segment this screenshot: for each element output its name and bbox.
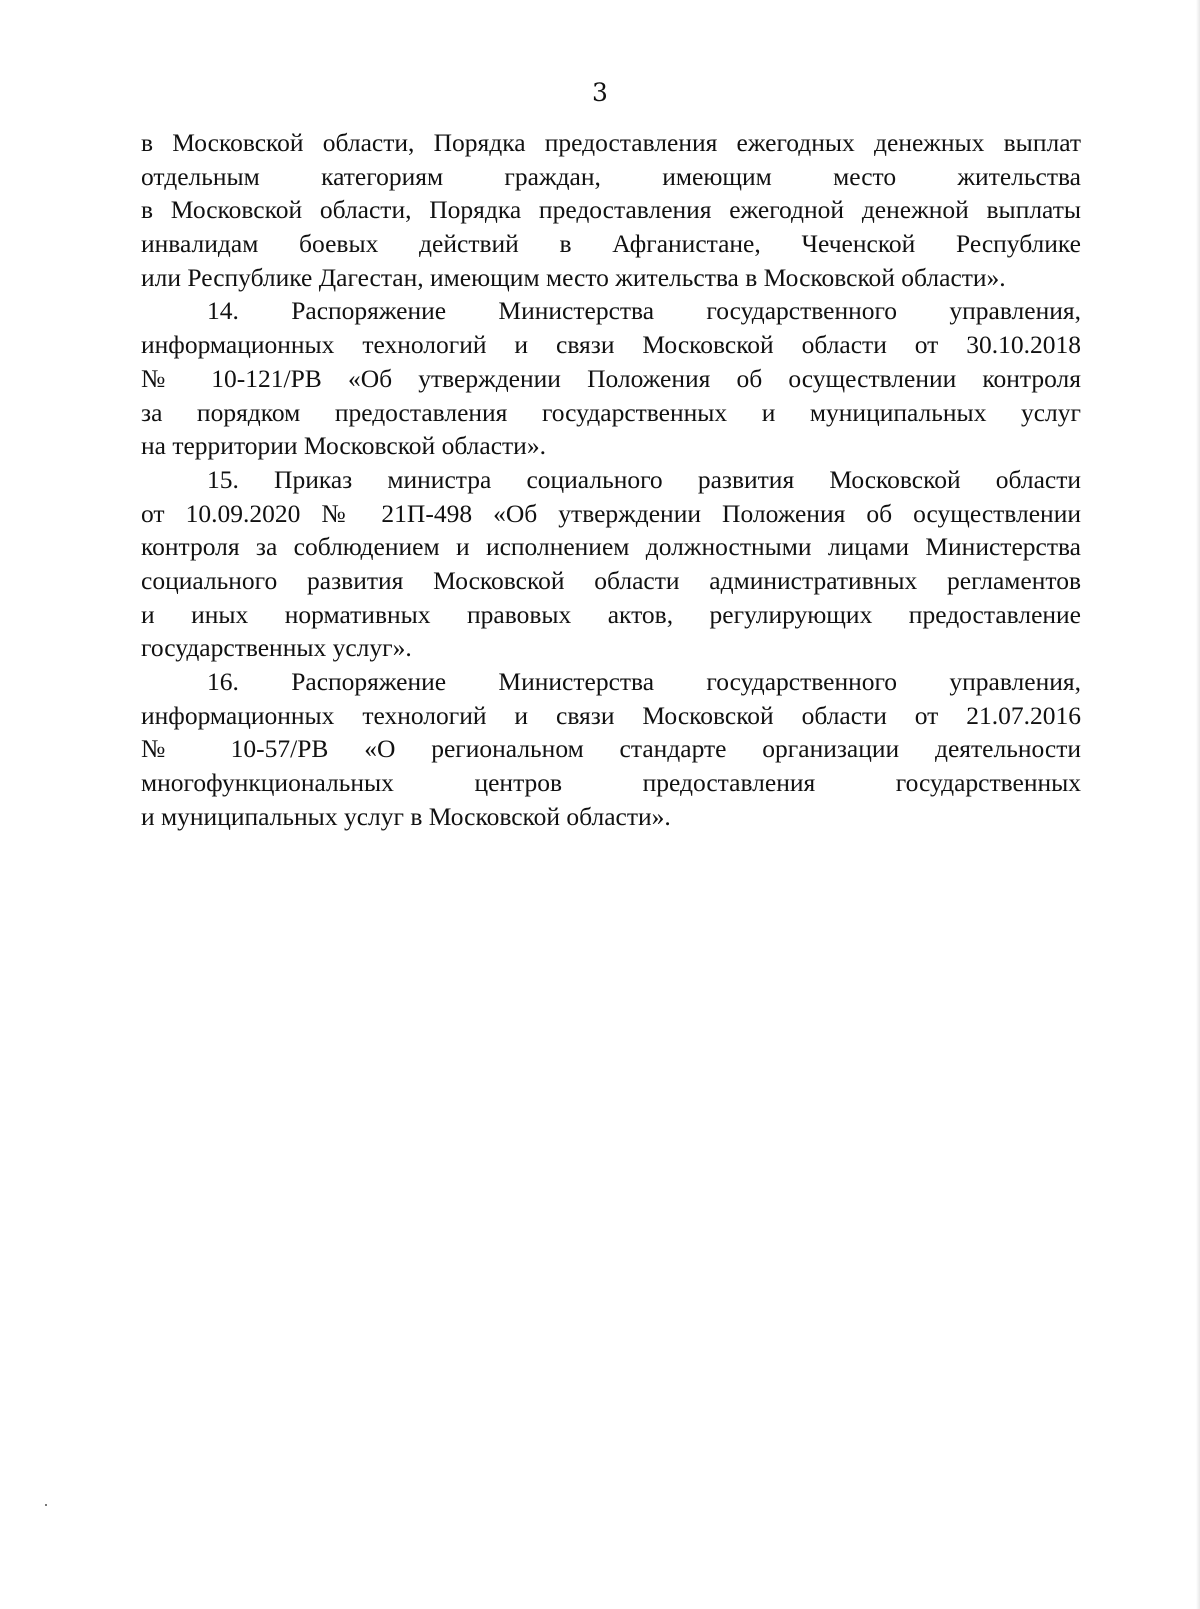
text-line: за порядком предоставления государственных и муниципальных услуг [141, 397, 1081, 427]
scan-edge [1196, 0, 1200, 1609]
text-line: отдельным категориям граждан, имеющим место жительства [141, 161, 1081, 191]
page-number: 3 [592, 78, 608, 107]
text-line: и муниципальных услуг в Московской области». [141, 801, 671, 831]
text-line: и иных нормативных правовых актов, регулирующих предоставление [141, 599, 1081, 629]
text-line: многофункциональных центров предоставления государственных [141, 768, 1081, 798]
text-line: информационных технологий и связи Московской области от 21.07.2016 [141, 700, 1081, 730]
text-line: от 10.09.2020 № 21П-498 «Об утверждении Положения об осуществлении [141, 498, 1081, 528]
text-line: № 10-121/РВ «Об утверждении Положения об осуществлении контроля [141, 363, 1081, 393]
scan-artifact [45, 1504, 47, 1506]
text-line: на территории Московской области». [141, 431, 546, 461]
text-line: в Московской области, Порядка предоставления ежегодных денежных выплат [141, 128, 1081, 157]
text-line: информационных технологий и связи Московской области от 30.10.2018 [141, 330, 1081, 360]
text-line: в Московской области, Порядка предоставления ежегодной денежной выплаты [141, 195, 1081, 225]
text-line: государственных услуг». [141, 633, 412, 663]
paragraph-first-line: 16. Распоряжение Министерства государственного управления, [207, 667, 1081, 696]
text-line: социального развития Московской области административных регламентов [141, 565, 1081, 595]
text-line: инвалидам боевых действий в Афганистане, Чеченской Республике [141, 229, 1081, 259]
text-line: или Республике Дагестан, имеющим место жительства в Московской области». [141, 262, 1006, 292]
text-line: контроля за соблюдением и исполнением должностными лицами Министерства [141, 532, 1081, 562]
text-line: № 10-57/РВ «О региональном стандарте организации деятельности [141, 734, 1081, 764]
document-body [141, 126, 1081, 833]
paragraph-first-line: 14. Распоряжение Министерства государственного управления, [207, 296, 1081, 326]
paragraph-first-line: 15. Приказ министра социального развития Московской области [207, 464, 1081, 494]
